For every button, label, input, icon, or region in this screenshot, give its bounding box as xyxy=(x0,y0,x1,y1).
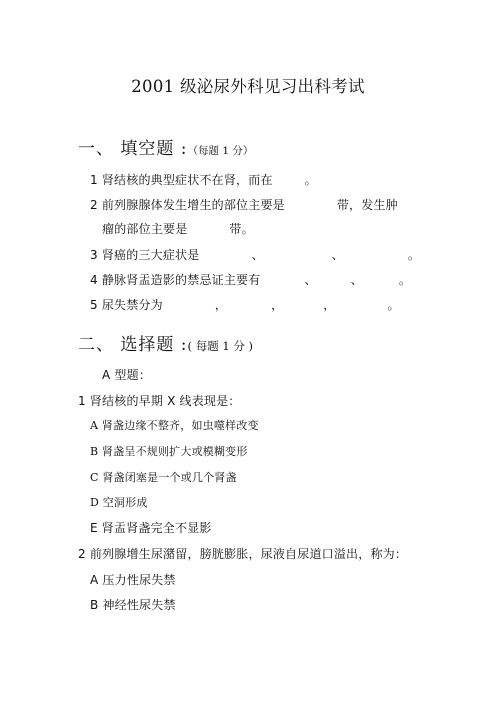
choice-option: A 压力性尿失禁 xyxy=(90,573,176,587)
choice-option: B 肾盏呈不规则扩大或模糊变形 xyxy=(90,445,248,458)
fill-question-5 xyxy=(90,296,400,313)
choice-option: D 空洞形成 xyxy=(90,496,148,509)
fill-question-3 xyxy=(90,246,420,263)
question-type-label: A 型题： xyxy=(102,368,152,382)
fill-question-2-cont xyxy=(102,220,254,237)
question-text: 、 xyxy=(350,273,363,287)
question-text: ， xyxy=(214,298,228,312)
choice-option: B 神经性尿失禁 xyxy=(90,598,176,612)
choice-option: C 肾盏闭塞是一个或几个肾盏 xyxy=(90,471,237,484)
section-score-note: ( 每题 1 分 ) xyxy=(187,339,253,353)
section-fill-in-heading xyxy=(78,134,253,159)
choice-question-1-stem: 1 肾结核的早期 X 线表现是： xyxy=(78,394,241,408)
question-text: 。 xyxy=(387,298,400,312)
section-heading-text: 二、 选择题 : xyxy=(78,335,188,355)
section-heading-text: 一、 填空题 : xyxy=(78,139,188,159)
question-text: 、 xyxy=(304,273,317,287)
choice-question-2-stem: 2 前列腺增生尿潴留，膀胱膨胀，尿液自尿道口溢出，称为： xyxy=(78,547,408,561)
section-score-note: （每题 1 分） xyxy=(187,145,254,157)
question-text: ， xyxy=(271,298,284,312)
question-text: 。 xyxy=(407,248,421,262)
fill-question-2 xyxy=(90,196,398,213)
question-text: 4 静脉肾盂造影的禁忌证主要有 xyxy=(90,273,261,287)
question-text: 3 肾癌的三大症状是 xyxy=(90,248,200,262)
question-text: 。 xyxy=(304,173,317,187)
question-text: 带，发生肿 xyxy=(336,198,398,212)
section-choice-heading xyxy=(78,330,253,355)
question-text: 1 肾结核的典型症状不在肾，而在 xyxy=(90,173,273,187)
choice-option: A 肾盏边缘不整齐，如虫噬样改变 xyxy=(90,419,259,432)
question-text: 瘤的部位主要是 xyxy=(102,222,188,236)
fill-question-4 xyxy=(90,271,411,288)
choice-option: E 肾盂肾盏完全不显影 xyxy=(90,521,212,535)
exam-title: 2001 级泌尿外科见习出科考试 xyxy=(131,77,365,96)
question-text: 带。 xyxy=(229,222,254,236)
question-text: 5 尿失禁分为 xyxy=(90,298,163,312)
question-text: ， xyxy=(323,298,336,312)
question-text: 2 前列腺腺体发生增生的部位主要是 xyxy=(90,198,285,212)
question-text: 。 xyxy=(398,273,412,287)
fill-question-1 xyxy=(90,171,317,188)
question-text: 、 xyxy=(251,248,264,262)
question-text: 、 xyxy=(331,248,344,262)
